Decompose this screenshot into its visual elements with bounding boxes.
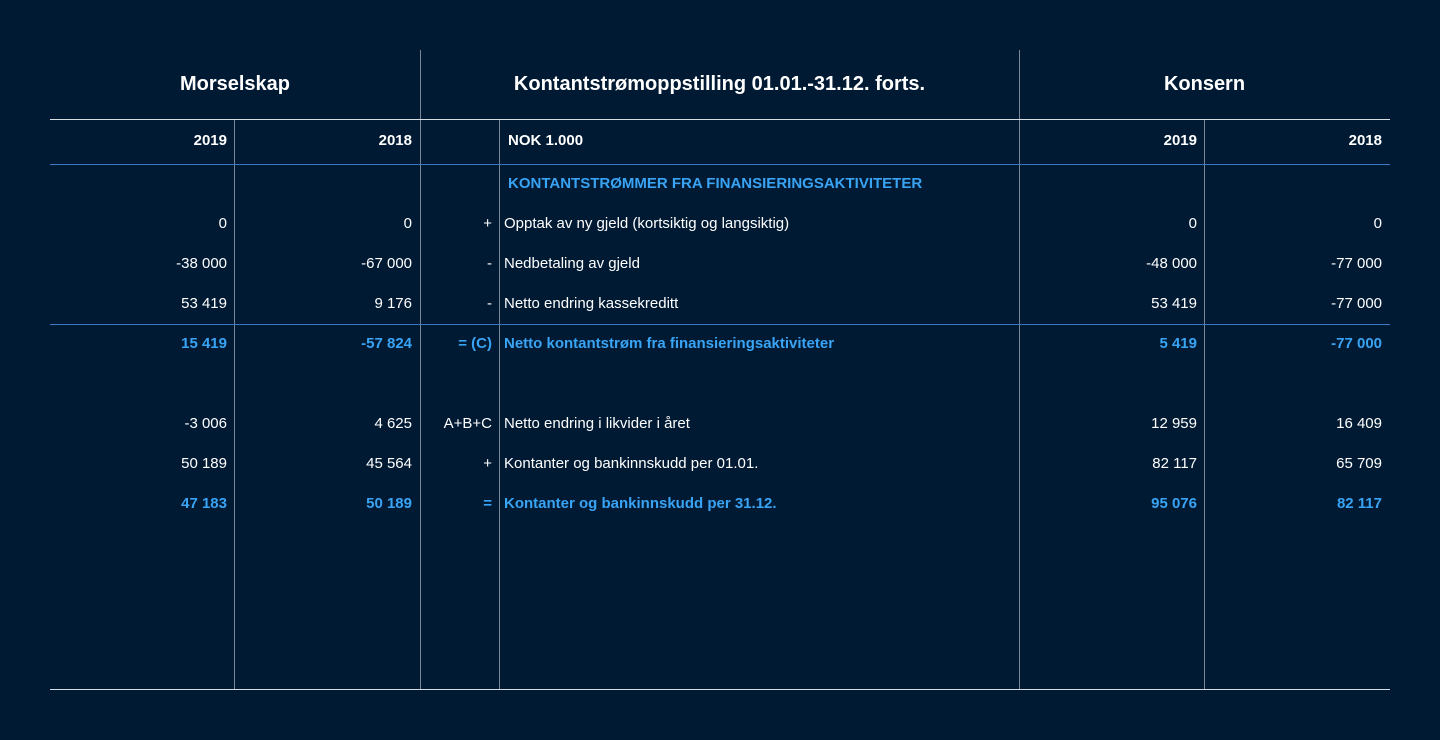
- col-header-k2019: 2019: [1163, 132, 1197, 149]
- row-1-k2018: 0: [1373, 215, 1382, 232]
- row-7-op: =: [483, 495, 492, 512]
- row-2-label: Nedbetaling av gjeld: [504, 255, 640, 272]
- row-4-op: = (C): [458, 335, 492, 352]
- row-3-k2018: -77 000: [1331, 295, 1382, 312]
- row-1-m2018: 0: [403, 215, 412, 232]
- row-4-k2019: 5 419: [1159, 335, 1197, 352]
- row-3-m2018: 9 176: [374, 295, 412, 312]
- row-7-m2019: 47 183: [181, 495, 227, 512]
- col-header-m2019: 2019: [193, 132, 227, 149]
- row-7-label: Kontanter og bankinnskudd per 31.12.: [504, 495, 777, 512]
- column-header-rule: [50, 164, 1390, 165]
- divider-k2019-k2018: [1204, 120, 1205, 690]
- row-1-k2019: 0: [1188, 215, 1197, 232]
- divider-left-center: [420, 50, 421, 690]
- subtotal-rule: [50, 324, 1390, 325]
- row-3-op: -: [487, 295, 492, 312]
- row-2-op: -: [487, 255, 492, 272]
- divider-op-label: [499, 120, 500, 690]
- header-morselskap: Morselskap: [179, 73, 291, 95]
- row-6-op: +: [483, 455, 492, 472]
- row-6-m2018: 45 564: [366, 455, 412, 472]
- row-2-m2018: -67 000: [361, 255, 412, 272]
- row-5-m2019: -3 006: [184, 415, 227, 432]
- row-2-m2019: -38 000: [176, 255, 227, 272]
- row-5-op: A+B+C: [443, 415, 492, 432]
- row-4-m2019: 15 419: [181, 335, 227, 352]
- row-2-k2018: -77 000: [1331, 255, 1382, 272]
- row-5-label: Netto endring i likvider i året: [504, 415, 690, 432]
- row-6-label: Kontanter og bankinnskudd per 01.01.: [504, 455, 759, 472]
- row-5-k2018: 16 409: [1336, 415, 1382, 432]
- col-header-unit: NOK 1.000: [508, 132, 584, 149]
- row-6-k2019: 82 117: [1152, 455, 1197, 472]
- row-7-m2018: 50 189: [366, 495, 412, 512]
- header-rule: [50, 119, 1390, 120]
- row-2-k2019: -48 000: [1146, 255, 1197, 272]
- row-7-k2018: 82 117: [1336, 495, 1382, 512]
- row-1-op: +: [483, 215, 492, 232]
- divider-m2019-m2018: [234, 120, 235, 690]
- row-4-k2018: -77 000: [1331, 335, 1382, 352]
- header-konsern: Konsern: [1163, 73, 1246, 95]
- bottom-rule: [50, 689, 1390, 690]
- col-header-k2018: 2018: [1348, 132, 1382, 149]
- row-6-m2019: 50 189: [181, 455, 227, 472]
- row-6-k2018: 65 709: [1336, 455, 1382, 472]
- row-3-k2019: 53 419: [1151, 295, 1197, 312]
- col-header-m2018: 2018: [378, 132, 412, 149]
- row-5-m2018: 4 625: [374, 415, 412, 432]
- row-1-label: Opptak av ny gjeld (kortsiktig og langsiktig): [504, 215, 790, 232]
- row-4-label: Netto kontantstrøm fra finansieringsaktiviteter: [504, 335, 835, 352]
- header-title: Kontantstrømoppstilling 01.01.-31.12. forts.: [513, 73, 926, 95]
- row-7-k2019: 95 076: [1151, 495, 1197, 512]
- row-1-m2019: 0: [218, 215, 227, 232]
- row-3-label: Netto endring kassekreditt: [504, 295, 679, 312]
- row-5-k2019: 12 959: [1151, 415, 1197, 432]
- row-3-m2019: 53 419: [181, 295, 227, 312]
- section-title: KONTANTSTRØMMER FRA FINANSIERINGSAKTIVITETER: [508, 175, 923, 192]
- row-4-m2018: -57 824: [361, 335, 412, 352]
